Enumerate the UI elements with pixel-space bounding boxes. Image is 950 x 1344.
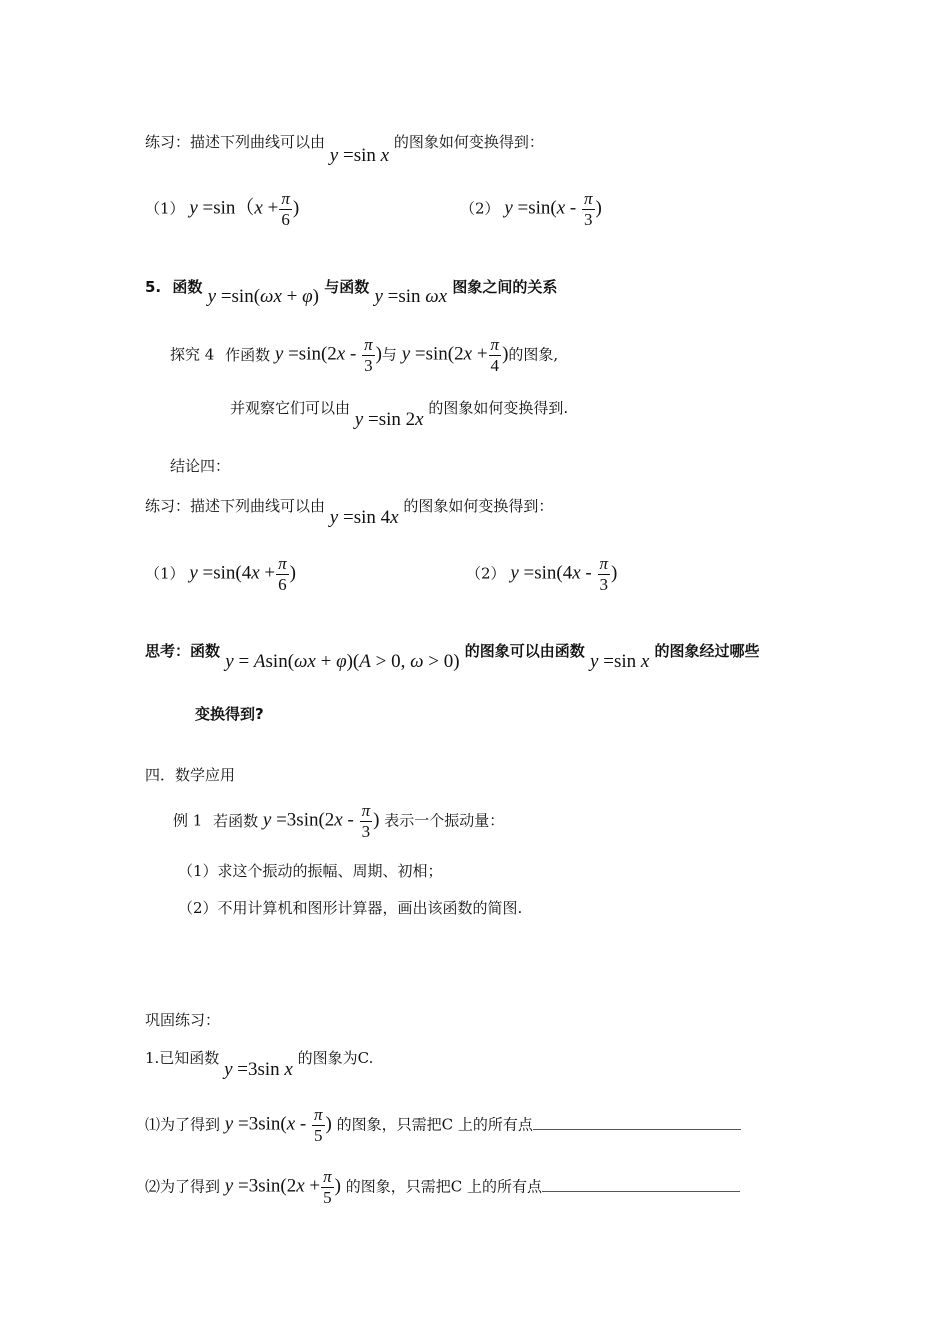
formula-sin-2x-minus-pi3: y =sin(2x - $\frac{\pi}{3}$ ) <box>274 335 382 375</box>
consolidate-q2-b: 的图象，只需把C 上的所有点 <box>345 1177 542 1196</box>
explore4-line2 <box>230 398 569 430</box>
practice1-item2-label: （2） <box>460 199 500 218</box>
practice1-suffix: 的图象如何变换得到： <box>393 133 544 151</box>
formula-sin-4x-minus-pi3: y =sin(4x - $\frac{\pi}{3}$ ) <box>510 554 618 594</box>
practice2-suffix: 的图象如何变换得到： <box>403 497 554 515</box>
formula-y-sin-x: y =sin x <box>329 145 390 166</box>
practice2-line <box>145 496 554 528</box>
practice2-item1-label: （1） <box>145 564 185 583</box>
practice1-intro: 练习：描述下列曲线可以由 <box>145 133 326 151</box>
consolidate-p1-a: 1.已知函数 <box>145 1049 220 1067</box>
formula-sin-x-minus-pi3: y =sin(x - $\frac{\pi}{3}$ ) <box>504 189 602 229</box>
formula-y-sin-4x: y =sin 4x <box>329 507 399 528</box>
think-tail: 的图象经过哪些 <box>654 642 760 660</box>
practice2-intro: 练习：描述下列曲线可以由 <box>145 497 326 515</box>
formula-A-sin-wx-phi: y = Asin(ωx + φ)(A > 0, ω > 0) <box>225 651 460 672</box>
practice1-item1 <box>145 190 299 229</box>
example1-q1: （1）求这个振动的振幅、周期、初相； <box>178 862 443 880</box>
formula-3sin-2x-minus-pi3: y =3sin(2x - $\frac{\pi}{3}$ ) <box>262 801 380 841</box>
example1-line <box>173 802 504 841</box>
section5-num: 5. <box>145 278 162 296</box>
conclusion4: 结论四： <box>170 457 231 475</box>
explore4-label: 探究 4 <box>170 345 215 364</box>
practice2-item2 <box>466 555 617 594</box>
section5-tail: 图象之间的关系 <box>452 278 558 296</box>
consolidate-q1-b: 的图象，只需把C 上的所有点 <box>336 1115 533 1134</box>
section5-word2: 与函数 <box>324 278 370 296</box>
think-mid: 的图象可以由函数 <box>464 642 585 660</box>
section4-heading: 四．数学应用 <box>145 766 236 784</box>
explore4-text2: 的图象, <box>508 345 559 364</box>
example1-label: 例 1 <box>173 811 203 830</box>
practice2-item1 <box>145 555 296 594</box>
think-line2: 变换得到? <box>195 705 264 723</box>
explore4-line1 <box>170 336 558 375</box>
formula-3sin-x-minus-pi5: y =3sin(x - $\frac{\pi}{5}$ ) <box>224 1105 332 1145</box>
consolidate-q1 <box>145 1106 741 1145</box>
explore4-line2a: 并观察它们可以由 <box>230 399 351 417</box>
explore4-line2b: 的图象如何变换得到. <box>428 399 569 417</box>
consolidate-title: 巩固练习： <box>145 1011 221 1029</box>
formula-sin-4x-plus-pi6: y =sin(4x + $\frac{\pi}{6}$ ) <box>189 554 296 594</box>
answer-blank-1[interactable] <box>533 1115 741 1130</box>
formula-3sin-2x-plus-pi5: y =3sin(2x + $\frac{\pi}{5}$ ) <box>224 1167 341 1207</box>
formula-y-sin-2x: y =sin 2x <box>354 409 424 430</box>
formula-sin-2x-plus-pi4: y =sin(2x + $\frac{\pi}{4}$ ) <box>401 335 509 375</box>
practice1-line <box>145 132 544 166</box>
formula-sin-wx: y =sin ωx <box>374 286 448 307</box>
consolidate-p1-b: 的图象为C. <box>297 1049 374 1067</box>
practice2-item2-label: （2） <box>466 564 506 583</box>
section5-word1: 函数 <box>172 278 203 296</box>
practice1-item2 <box>460 190 602 229</box>
answer-blank-2[interactable] <box>542 1177 740 1192</box>
section5-heading <box>145 277 558 307</box>
example1-text1: 若函数 <box>213 811 259 830</box>
consolidate-q2 <box>145 1168 740 1207</box>
practice1-item1-label: （1） <box>145 199 185 218</box>
example1-q2: （2）不用计算机和图形计算器，画出该函数的简图. <box>178 899 523 917</box>
formula-y-sin-x-2: y =sin x <box>590 651 650 672</box>
explore4-join: 与 <box>381 345 397 364</box>
consolidate-p1 <box>145 1048 374 1080</box>
formula-sin-x-plus-pi6: y =sin（x + $\frac{\pi}{6}$ ) <box>189 189 300 229</box>
consolidate-q2-a: ⑵为了得到 <box>145 1177 221 1196</box>
think-label: 思考：函数 <box>145 642 221 660</box>
formula-sin-wx-phi: y =sin(ωx + φ) <box>207 286 319 307</box>
consolidate-q1-a: ⑴为了得到 <box>145 1115 221 1134</box>
example1-text2: 表示一个振动量： <box>384 811 505 830</box>
explore4-text1: 作函数 <box>225 345 271 364</box>
think-line1 <box>145 641 760 672</box>
formula-y-3sin-x: y =3sin x <box>224 1059 293 1080</box>
